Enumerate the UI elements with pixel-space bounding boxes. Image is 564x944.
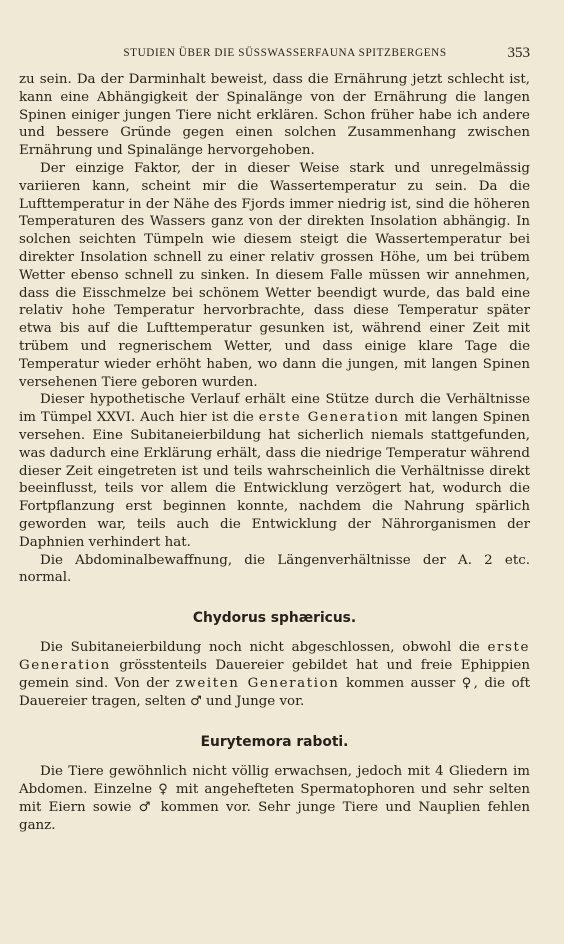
paragraph-chydorus xyxy=(19,639,530,710)
emphasis-spaced: erste Generation xyxy=(19,640,530,673)
text-run: kommen ausser xyxy=(339,675,462,691)
running-title: STUDIEN ÜBER DIE SÜSSWASSERFAUNA SPITZBERGENS xyxy=(123,47,447,59)
emphasis-spaced: zweiten Generation xyxy=(175,675,340,691)
paragraph-temperature: Der einzige Faktor, der in dieser Weise stark und unregelmässig variieren kann, scheint mir die Wassertemperatur zu sein. Da die Lufttemperatur in der Nähe des Fjords immer niedrig ist, sind die höheren Temperaturen des Wassers ganz von der direkten Insolation abhängig. In solchen seichten Tümpeln wie diesem steigt die Wassertemperatur bei direkter Insolation schnell zu einer relativ grossen Höhe, um bei trübem Wetter ebenso schnell zu sinken. In diesem Falle müssen wir annehmen, dass die Eisschmelze bei schönem Wetter beendigt wurde, das bald eine relativ hohe Temperatur hervorbrachte, dass diese Temperatur später etwa bis auf die Lufttemperatur gesunken ist, während einer Zeit mit trübem und regnerischem Wetter, und dass einige klare Tage die Temperatur wieder erhöht haben, wo dann die jungen, mit langen Spinen versehenen Tiere geboren wurden. xyxy=(19,160,530,390)
male-symbol-icon: ♂ xyxy=(190,693,202,709)
text-run: Die Subitaneierbildung noch nicht abgeschlossen, obwohl die xyxy=(40,640,488,656)
female-symbol-icon: ♀ xyxy=(158,782,170,798)
text-run: grösstenteils Dauereier gebildet hat und freie Ephippien gemein sind. Von der xyxy=(19,657,530,691)
text-run: , die oft Dauereier tragen, selten xyxy=(19,675,530,709)
text-run: Die Tiere gewöhnlich nicht völlig erwachsen, jedoch mit 4 Gliedern im Abdomen. Einzelne xyxy=(19,764,530,798)
section-heading-chydorus: Chydorus sphæricus. xyxy=(192,610,357,627)
page-number: 353 xyxy=(507,45,530,61)
emphasis-spaced: erste Generation xyxy=(258,410,400,426)
female-symbol-icon: ♀ xyxy=(461,675,474,691)
paragraph-hypothesis xyxy=(19,391,530,551)
text-run: mit angehefteten Spermatophoren und sehr selten mit Eiern sowie xyxy=(19,782,530,815)
text-run: kommen vor. Sehr junge Tiere und Nauplien fehlen ganz. xyxy=(19,799,530,833)
male-symbol-icon: ♂ xyxy=(138,799,154,815)
body-text xyxy=(19,71,530,834)
page-header xyxy=(40,45,530,65)
paragraph-abdominal: Die Abdominalbewaffnung, die Längenverhältnisse der A. 2 etc. normal. xyxy=(19,552,530,586)
paragraph-continuation: zu sein. Da der Darminhalt beweist, dass die Ernährung jetzt schlecht ist, kann eine Abhängigkeit der Spinalänge von der Ernährung die langen Spinen einiger jungen Tiere nicht erklären. Schon früher habe ich andere und bessere Gründe gegen einen solchen Zusammenhang zwischen Ernährung und Spinalänge hervorgehoben. xyxy=(19,72,530,159)
paragraph-eurytemora xyxy=(19,763,530,834)
text-run: und Junge vor. xyxy=(201,693,305,709)
text-run: mit langen Spinen versehen. Eine Subitaneierbildung hat sicherlich niemals stattgefunden, was dadurch eine Erklärung erhält, dass die niedrige Temperatur während dieser Zeit eingetreten ist und teils wahrscheinlich die Verhältnisse direkt beeinflusst, teils vor allem die Entwicklung verzögert hat, wodurch die Fortpflanzung erst beginnen konnte, nachdem die Nahrung spärlich geworden war, teils auch die Entwicklung der Nährorganismen der Daphnien verhindert hat. xyxy=(19,410,530,550)
text-run: Dieser hypothetische Verlauf erhält eine Stütze durch die Verhältnisse im Tümpel XXVI. Auch hier ist die xyxy=(19,392,530,426)
section-heading-eurytemora: Eurytemora raboti. xyxy=(200,734,349,751)
